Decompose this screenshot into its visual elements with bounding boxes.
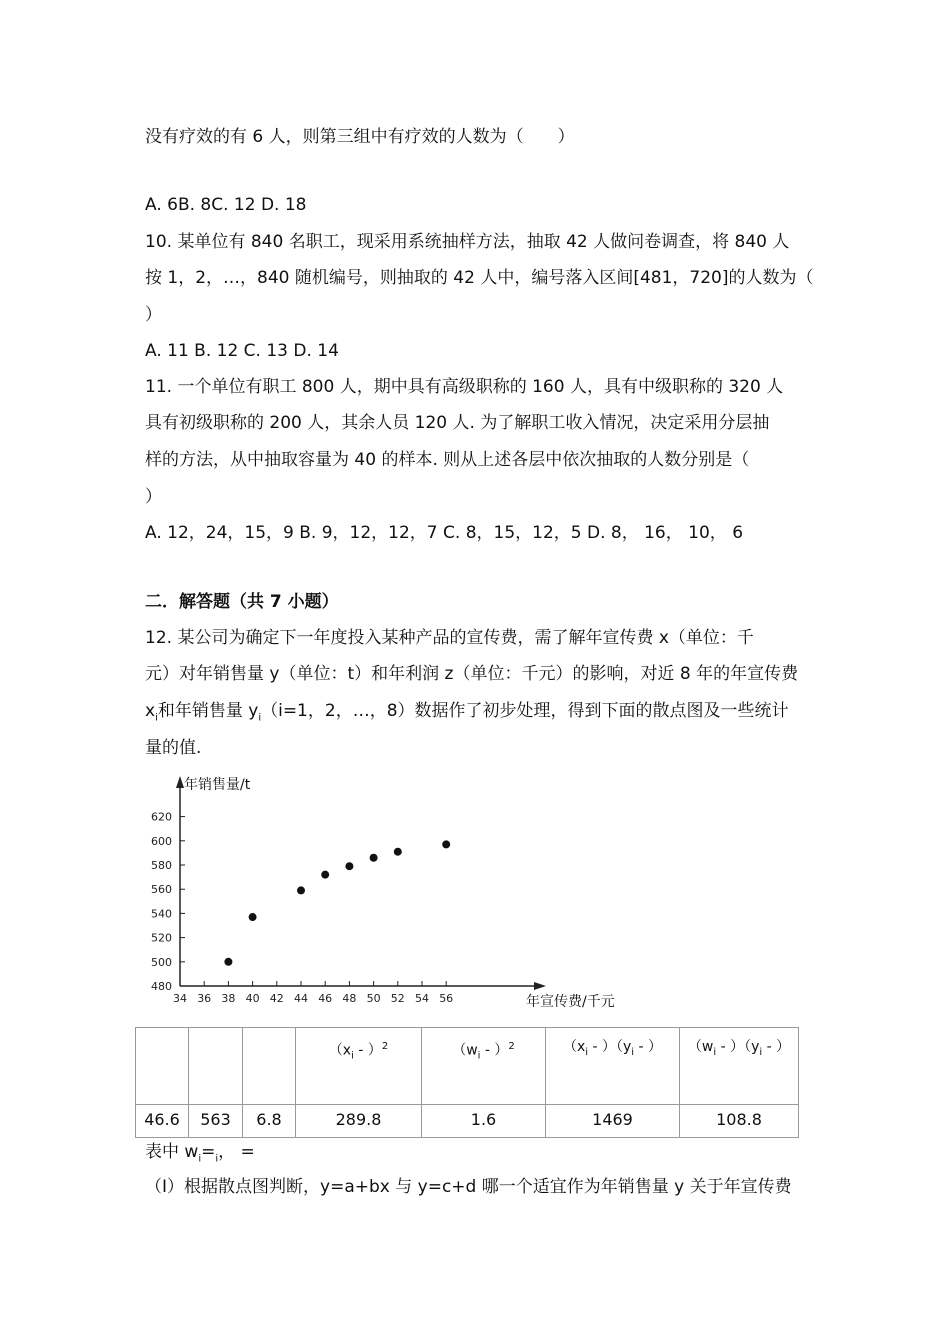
data-point	[249, 913, 257, 921]
data-point	[394, 848, 402, 856]
q12-part-1: （Ⅰ）根据散点图判断，y=a+bx 与 y=c+d 哪一个适宜作为年销售量 y 关于年宣传费	[145, 1177, 792, 1197]
x-tick-label: 36	[197, 992, 212, 1005]
x-axis-label: 年宣传费/千元	[526, 994, 615, 1010]
y-tick-label: 600	[151, 834, 172, 848]
y-tick-label: 520	[151, 931, 172, 945]
q12-y-sub: i	[258, 712, 262, 724]
q12-text-a: 和年销售量 y	[157, 701, 259, 721]
data-point	[442, 840, 450, 848]
header-cell-2	[189, 1028, 243, 1105]
header-cell-4: $(x_i - )^2$	[296, 1028, 422, 1105]
table-note: 表中 $w_i=_i$， =	[145, 1142, 255, 1165]
scatter-chart	[138, 768, 638, 1018]
q10-line-1: 10. 某单位有 840 名职工，现采用系统抽样方法，抽取 42 人做问卷调查，将 840 人	[145, 232, 790, 252]
data-point	[224, 958, 232, 966]
q12-line-4: 量的值.	[145, 738, 202, 758]
x-tick-label: 52	[390, 992, 405, 1005]
value-cell: 563	[189, 1105, 243, 1138]
q10-line-2: 按 1，2，…，840 随机编号，则抽取的 42 人中，编号落入区间[481，720]的人数为（	[145, 268, 814, 288]
q10-line-3: ）	[145, 305, 162, 325]
header-cell-6: $(x_i - )(y_i$ - ）	[546, 1028, 680, 1105]
x-tick-label: 56	[439, 992, 454, 1005]
q12-line-1: 12. 某公司为确定下一年度投入某种产品的宣传费，需了解年宣传费 x（单位：千	[145, 628, 754, 648]
x-tick-label: 54	[415, 992, 429, 1005]
x-tick-label: 50	[366, 992, 381, 1005]
y-tick-label: 560	[151, 883, 172, 897]
statistics-table	[135, 1027, 799, 1138]
q9-options: A. 6B. 8C. 12 D. 18	[145, 195, 307, 215]
table-value-row	[136, 1105, 799, 1138]
header-cell-7: $(w_i - )(y_i$ - ）	[680, 1028, 799, 1105]
q11-line-2: 具有初级职称的 200 人，其余人员 120 人. 为了解职工收入情况，决定采用分层抽	[145, 413, 770, 433]
table-header-row	[136, 1028, 799, 1105]
data-point	[297, 886, 305, 894]
data-point	[345, 862, 353, 870]
value-cell: 1.6	[422, 1105, 546, 1138]
x-tick-label: 48	[342, 992, 357, 1005]
x-tick-label: 40	[245, 992, 260, 1005]
y-tick-label: 620	[151, 810, 172, 824]
q12-text-b: （i=1，2，…，8）数据作了初步处理，得到下面的散点图及一些统计	[261, 701, 789, 721]
value-cell: 1469	[546, 1105, 680, 1138]
header-cell-3	[243, 1028, 296, 1105]
y-tick-label: 480	[151, 980, 172, 993]
x-tick-label: 44	[294, 992, 308, 1005]
q12-line-3	[145, 700, 789, 729]
q9-continuation: 没有疗效的有 6 人，则第三组中有疗效的人数为（ ）	[145, 127, 575, 147]
x-tick-label: 46	[318, 992, 333, 1005]
q11-line-4: ）	[145, 487, 162, 507]
x-tick-label: 42	[269, 992, 284, 1005]
value-cell: 289.8	[296, 1105, 422, 1138]
value-cell: 46.6	[136, 1105, 189, 1138]
y-axis-arrow	[176, 776, 184, 788]
x-axis-arrow	[534, 982, 546, 990]
x-tick-label: 38	[221, 992, 236, 1005]
y-tick-label: 500	[151, 955, 172, 969]
q11-line-1: 11. 一个单位有职工 800 人，期中具有高级职称的 160 人，具有中级职称的 320 人	[145, 377, 784, 397]
q12-x-sub: i	[155, 712, 158, 724]
data-point	[321, 871, 329, 879]
header-cell-1	[136, 1028, 189, 1105]
y-axis-label: 年销售量/t	[184, 777, 251, 793]
value-cell: 6.8	[243, 1105, 296, 1138]
data-point	[370, 854, 378, 862]
q11-options: A. 12，24，15，9 B. 9，12，12，7 C. 8，15，12，5 D. 8， 16， 10， 6	[145, 523, 744, 543]
x-tick-label: 34	[173, 992, 187, 1005]
y-tick-label: 540	[151, 907, 172, 921]
q11-line-3: 样的方法，从中抽取容量为 40 的样本. 则从上述各层中依次抽取的人数分别是（	[145, 450, 750, 470]
value-cell: 108.8	[680, 1105, 799, 1138]
q10-options: A. 11 B. 12 C. 13 D. 14	[145, 341, 339, 361]
q12-line-2: 元）对年销售量 y（单位：t）和年利润 z（单位：千元）的影响，对近 8 年的年宣传费	[145, 664, 799, 684]
y-tick-label: 580	[151, 859, 172, 872]
section-heading: 二．解答题（共 7 小题）	[145, 592, 339, 612]
header-cell-5: $(w_i - )^2$	[422, 1028, 546, 1105]
q12-x-symbol: x	[145, 701, 156, 721]
